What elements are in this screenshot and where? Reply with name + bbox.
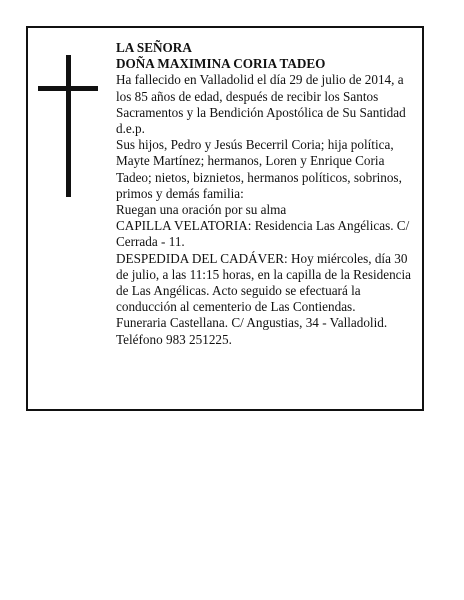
title-line-1: LA SEÑORA <box>116 40 192 55</box>
prayer-request: Ruegan una oración por su alma <box>116 202 287 218</box>
cross-vertical-bar <box>66 55 71 197</box>
chapel-info: CAPILLA VELATORIA: Residencia Las Angélicas. C/ Cerrada - 11. <box>116 218 410 250</box>
family-members: Sus hijos, Pedro y Jesús Becerril Coria; hija política, Mayte Martínez; hermanos, Loren y Enrique Coria Tadeo; nietos, biznietos, hermanos políticos, sobrinos, primos y demás familia: <box>116 137 402 201</box>
obituary-notice <box>26 26 424 411</box>
farewell-info: DESPEDIDA DEL CADÁVER: Hoy miércoles, día 30 de julio, a las 11:15 horas, en la capilla de la Residencia de Las Angélicas. Acto seguido se efectuará la conducción al cementerio de Las Contiendas. <box>116 250 412 315</box>
deceased-name: DOÑA MAXIMINA CORIA TADEO <box>116 56 326 72</box>
notice-text <box>116 40 416 348</box>
cross-horizontal-bar <box>38 86 98 91</box>
cross-icon <box>38 55 98 197</box>
death-announcement: Ha fallecido en Valladolid el día 29 de julio de 2014, a los 85 años de edad, después de recibir los Santos Sacramentos y la Bendición Apostólica de Su Santidad d.e.p. <box>116 72 406 137</box>
funeral-home-info: Funeraria Castellana. C/ Angustias, 34 - Valladolid. Teléfono 983 251225. <box>116 315 388 347</box>
